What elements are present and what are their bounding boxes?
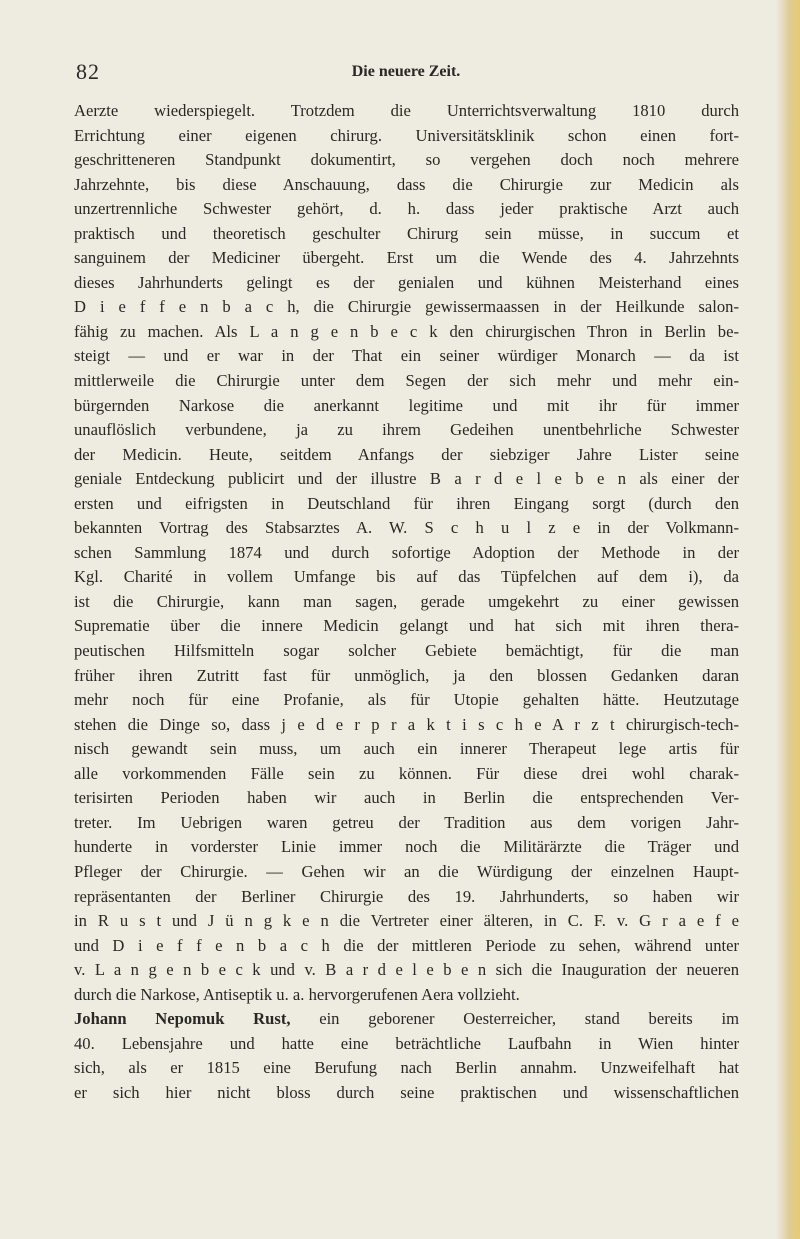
text-line: durch die Narkose, Antiseptik u. a. hervorgerufenen Aera vollzieht. [74,984,520,1004]
person-name-rust: Johann Nepomuk Rust, [74,1009,291,1029]
text-line: Jahrzehnte, bis diese Anschauung, dass die Chirurgie zur Medicin als [74,174,739,194]
text-line: v. L a n g e n b e c k und v. B a r d e l e b e n sich die Inauguration der neueren [74,960,739,980]
text-line: steigt — und er war in der That ein seiner würdiger Monarch — da ist [74,346,739,366]
text-line: Kgl. Charité in vollem Umfange bis auf das Tüpfelchen auf dem i), da [74,567,739,587]
text-line: 40. Lebensjahre und hatte eine beträchtliche Laufbahn in Wien hinter [74,1033,739,1053]
page-edge [776,0,800,1239]
text-line: und D i e f f e n b a c h die der mittleren Periode zu sehen, während unter [74,935,739,955]
paragraph-1 [74,99,739,1007]
text-line: früher ihren Zutritt fast für unmöglich, ja den blossen Gedanken daran [74,665,739,685]
text-line: er sich hier nicht bloss durch seine praktischen und wissenschaftlichen [74,1082,739,1102]
page-header [76,60,736,84]
text-line: Errichtung einer eigenen chirurg. Universitätsklinik schon einen fort- [74,125,739,145]
text-line: Suprematie über die innere Medicin gelangt und hat sich mit ihren thera- [74,616,739,636]
text-line: geschritteneren Standpunkt dokumentirt, so vergehen doch noch mehrere [74,150,739,170]
text-line: nisch gewandt sein muss, um auch ein innerer Therapeut lege artis für [74,739,739,759]
text-line: ersten und eifrigsten in Deutschland für ihren Eingang sorgt (durch den [74,493,739,513]
text-line: hunderte in vorderster Linie immer noch die Militärärzte die Träger und [74,837,739,857]
text-line: sich, als er 1815 eine Berufung nach Berlin annahm. Unzweifelhaft hat [74,1058,739,1078]
text-line: praktisch und theoretisch geschulter Chirurg sein müsse, in succum et [74,223,739,243]
text-line: mehr noch für eine Profanie, als für Utopie gehalten hätte. Heutzutage [74,690,739,710]
body-text [74,99,739,1105]
text-line: sanguinem der Mediciner übergeht. Erst um die Wende des 4. Jahrzehnts [74,248,739,268]
page-number: 82 [76,59,100,84]
text-line: repräsentanten der Berliner Chirurgie des 19. Jahrhunderts, so haben wir [74,886,739,906]
paragraph-2-first-line-text: ein geborener Oesterreicher, stand bereits im [290,1009,739,1029]
text-line: unzertrennliche Schwester gehört, d. h. dass jeder praktische Arzt auch [74,199,739,219]
text-line: unauflöslich verbundene, ja zu ihrem Gedeihen unentbehrliche Schwester [74,420,739,440]
text-line: Aerzte wiederspiegelt. Trotzdem die Unterrichtsverwaltung 1810 durch [74,101,739,120]
paragraph-2-first-line [74,1007,739,1032]
text-line: schen Sammlung 1874 und durch sofortige Adoption der Methode in der [74,542,739,562]
text-line: alle vorkommenden Fälle sein zu können. Für diese drei wohl charak- [74,763,739,783]
text-line: peutischen Hilfsmitteln sogar solcher Gebiete bemächtigt, für die man [74,641,739,661]
text-line: fähig zu machen. Als L a n g e n b e c k den chirurgischen Thron in Berlin be- [74,321,739,341]
text-line: mittlerweile die Chirurgie unter dem Segen der sich mehr und mehr ein- [74,371,739,391]
text-line: ist die Chirurgie, kann man sagen, gerade umgekehrt zu einer gewissen [74,591,739,611]
text-line: stehen die Dinge so, dass j e d e r p r a k t i s c h e A r z t chirurgisch-tech- [74,714,739,734]
text-line: Pfleger der Chirurgie. — Gehen wir an die Würdigung der einzelnen Haupt- [74,861,739,881]
text-line: in R u s t und J ü n g k e n die Vertreter einer älteren, in C. F. v. G r a e f e [74,911,739,931]
text-line: terisirten Perioden haben wir auch in Berlin die entsprechenden Ver- [74,788,739,808]
text-line: bürgernden Narkose die anerkannt legitime und mit ihr für immer [74,395,739,415]
text-line: dieses Jahrhunderts gelingt es der genialen und kühnen Meisterhand eines [74,272,739,292]
text-line: bekannten Vortrag des Stabsarztes A. W. S c h u l z e in der Volkmann- [74,518,739,538]
running-title: Die neuere Zeit. [351,63,461,80]
text-line: D i e f f e n b a c h, die Chirurgie gewissermaassen in der Heilkunde salon- [74,297,739,317]
text-line: treter. Im Uebrigen waren getreu der Tradition aus dem vorigen Jahr- [74,812,739,832]
text-line: der Medicin. Heute, seitdem Anfangs der siebziger Jahre Lister seine [74,444,739,464]
text-line: geniale Entdeckung publicirt und der illustre B a r d e l e b e n als einer der [74,469,739,489]
paragraph-2 [74,1032,739,1106]
